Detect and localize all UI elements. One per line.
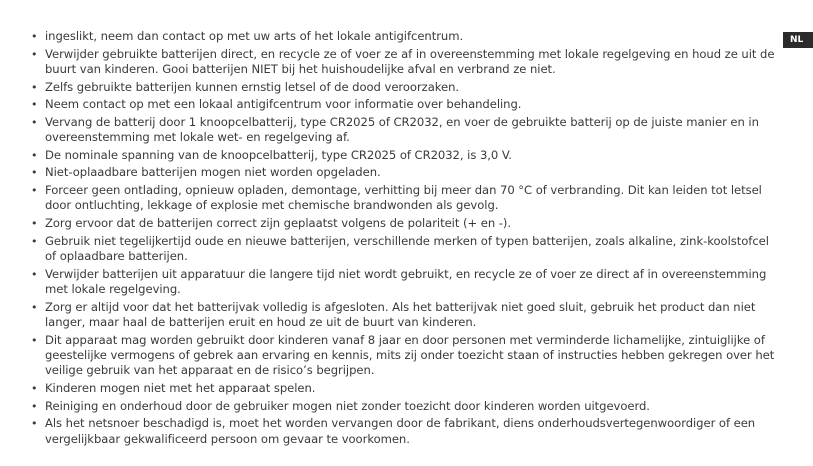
- list-item-text: Gebruik niet tegelijkertijd oude en nieuwe batterijen, verschillende merken of typen batterijen, zoals alkaline, zink-koolstofcel of oplaadbare batterijen.: [45, 233, 769, 263]
- bullet-icon: •: [31, 30, 38, 43]
- bullet-icon: •: [31, 399, 38, 413]
- list-item-text: Dit apparaat mag worden gebruikt door kinderen vanaf 8 jaar en door personen met verminderde lichamelijke, zintuiglijke of geestelijke vermogens of gebrek aan ervaring en kennis, mits zij onder toezicht staan of instructies hebben gekregen over het veilige gebruik van het apparaat en de risico’s begrijpen.: [45, 332, 775, 378]
- bullet-icon: •: [31, 381, 38, 395]
- list-item-text: ingeslikt, neem dan contact op met uw arts of het lokale antigifcentrum.: [45, 29, 464, 43]
- list-item-text: Neem contact op met een lokaal antigifcentrum voor informatie over behandeling.: [45, 97, 522, 112]
- bullet-icon: •: [31, 148, 38, 162]
- list-item-text: Vervang de batterij door 1 knoopcelbatterij, type CR2025 of CR2032, en voer de gebruikte batterij op de juiste manier en in overeenstemming met lokale wet- en regelgeving af.: [45, 114, 759, 145]
- bullet-icon: •: [31, 47, 38, 61]
- list-item: [27, 234, 775, 265]
- list-item-text: Als het netsnoer beschadigd is, moet het worden vervangen door de fabrikant, diens onderhoudsvertegenwoordiger of een vergelijkbaar gekwalificeerd persoon om gevaar te voorkomen.: [45, 416, 756, 446]
- list-item-text: Forceer geen ontlading, opnieuw opladen, demontage, verhitting bij meer dan 70 °C of verbranding. Dit kan leiden tot letsel door ontluchting, lekkage of explosie met chemische brandwonden als gevolg.: [45, 182, 762, 213]
- list-item: [27, 416, 775, 447]
- list-item: [27, 148, 775, 163]
- list-item-text: Verwijder batterijen uit apparatuur die langere tijd niet wordt gebruikt, en recycle ze of voer ze direct af in overeenstemming met lokale regelgeving.: [45, 266, 767, 296]
- list-item-text: De nominale spanning van de knoopcelbatterij, type CR2025 of CR2032, is 3,0 V.: [45, 147, 512, 162]
- list-item: [27, 183, 775, 214]
- language-badge: NL: [783, 32, 813, 48]
- list-item-text: Zelfs gebruikte batterijen kunnen ernstig letsel of de dood veroorzaken.: [45, 79, 460, 94]
- bullet-icon: •: [31, 183, 38, 197]
- bullet-icon: •: [31, 417, 38, 431]
- bullet-icon: •: [31, 80, 38, 94]
- list-item: [27, 333, 775, 379]
- list-item-text: Niet-oplaadbare batterijen mogen niet worden opgeladen.: [45, 165, 381, 180]
- list-item-text: Reiniging en onderhoud door de gebruiker mogen niet zonder toezicht door kinderen worden uitgevoerd.: [45, 398, 650, 413]
- bullet-icon: •: [31, 234, 38, 248]
- bullet-icon: •: [31, 267, 38, 281]
- bullet-icon: •: [31, 300, 38, 314]
- list-item: [27, 47, 775, 78]
- bullet-icon: •: [31, 166, 38, 180]
- bullet-icon: •: [31, 98, 38, 112]
- bullet-icon: •: [31, 216, 38, 230]
- list-item-text: Kinderen mogen niet met het apparaat spelen.: [45, 380, 316, 395]
- bullet-icon: •: [31, 333, 38, 347]
- list-item: [27, 300, 775, 331]
- list-item: [27, 29, 775, 44]
- list-item: [27, 80, 775, 95]
- list-item: [27, 165, 775, 180]
- list-item: [27, 399, 775, 414]
- list-item: [27, 216, 775, 231]
- list-item-text: Zorg er altijd voor dat het batterijvak volledig is afgesloten. Als het batterijvak niet goed sluit, gebruik het product dan niet langer, maar haal de batterijen eruit en houd ze uit de buurt van kinderen.: [45, 299, 756, 329]
- list-item: [27, 381, 775, 396]
- list-item: [27, 115, 775, 146]
- bullet-icon: •: [31, 115, 38, 129]
- list-item: [27, 267, 775, 298]
- list-item: [27, 97, 775, 112]
- safety-instructions-list: [27, 29, 775, 449]
- list-item-text: Verwijder gebruikte batterijen direct, en recycle ze of voer ze af in overeenstemming met lokale regelgeving en houd ze uit de buurt van kinderen. Gooi batterijen NIET bij het huishoudelijke afval en verbrand ze niet.: [45, 46, 775, 76]
- list-item-text: Zorg ervoor dat de batterijen correct zijn geplaatst volgens de polariteit (+ en -).: [45, 215, 512, 230]
